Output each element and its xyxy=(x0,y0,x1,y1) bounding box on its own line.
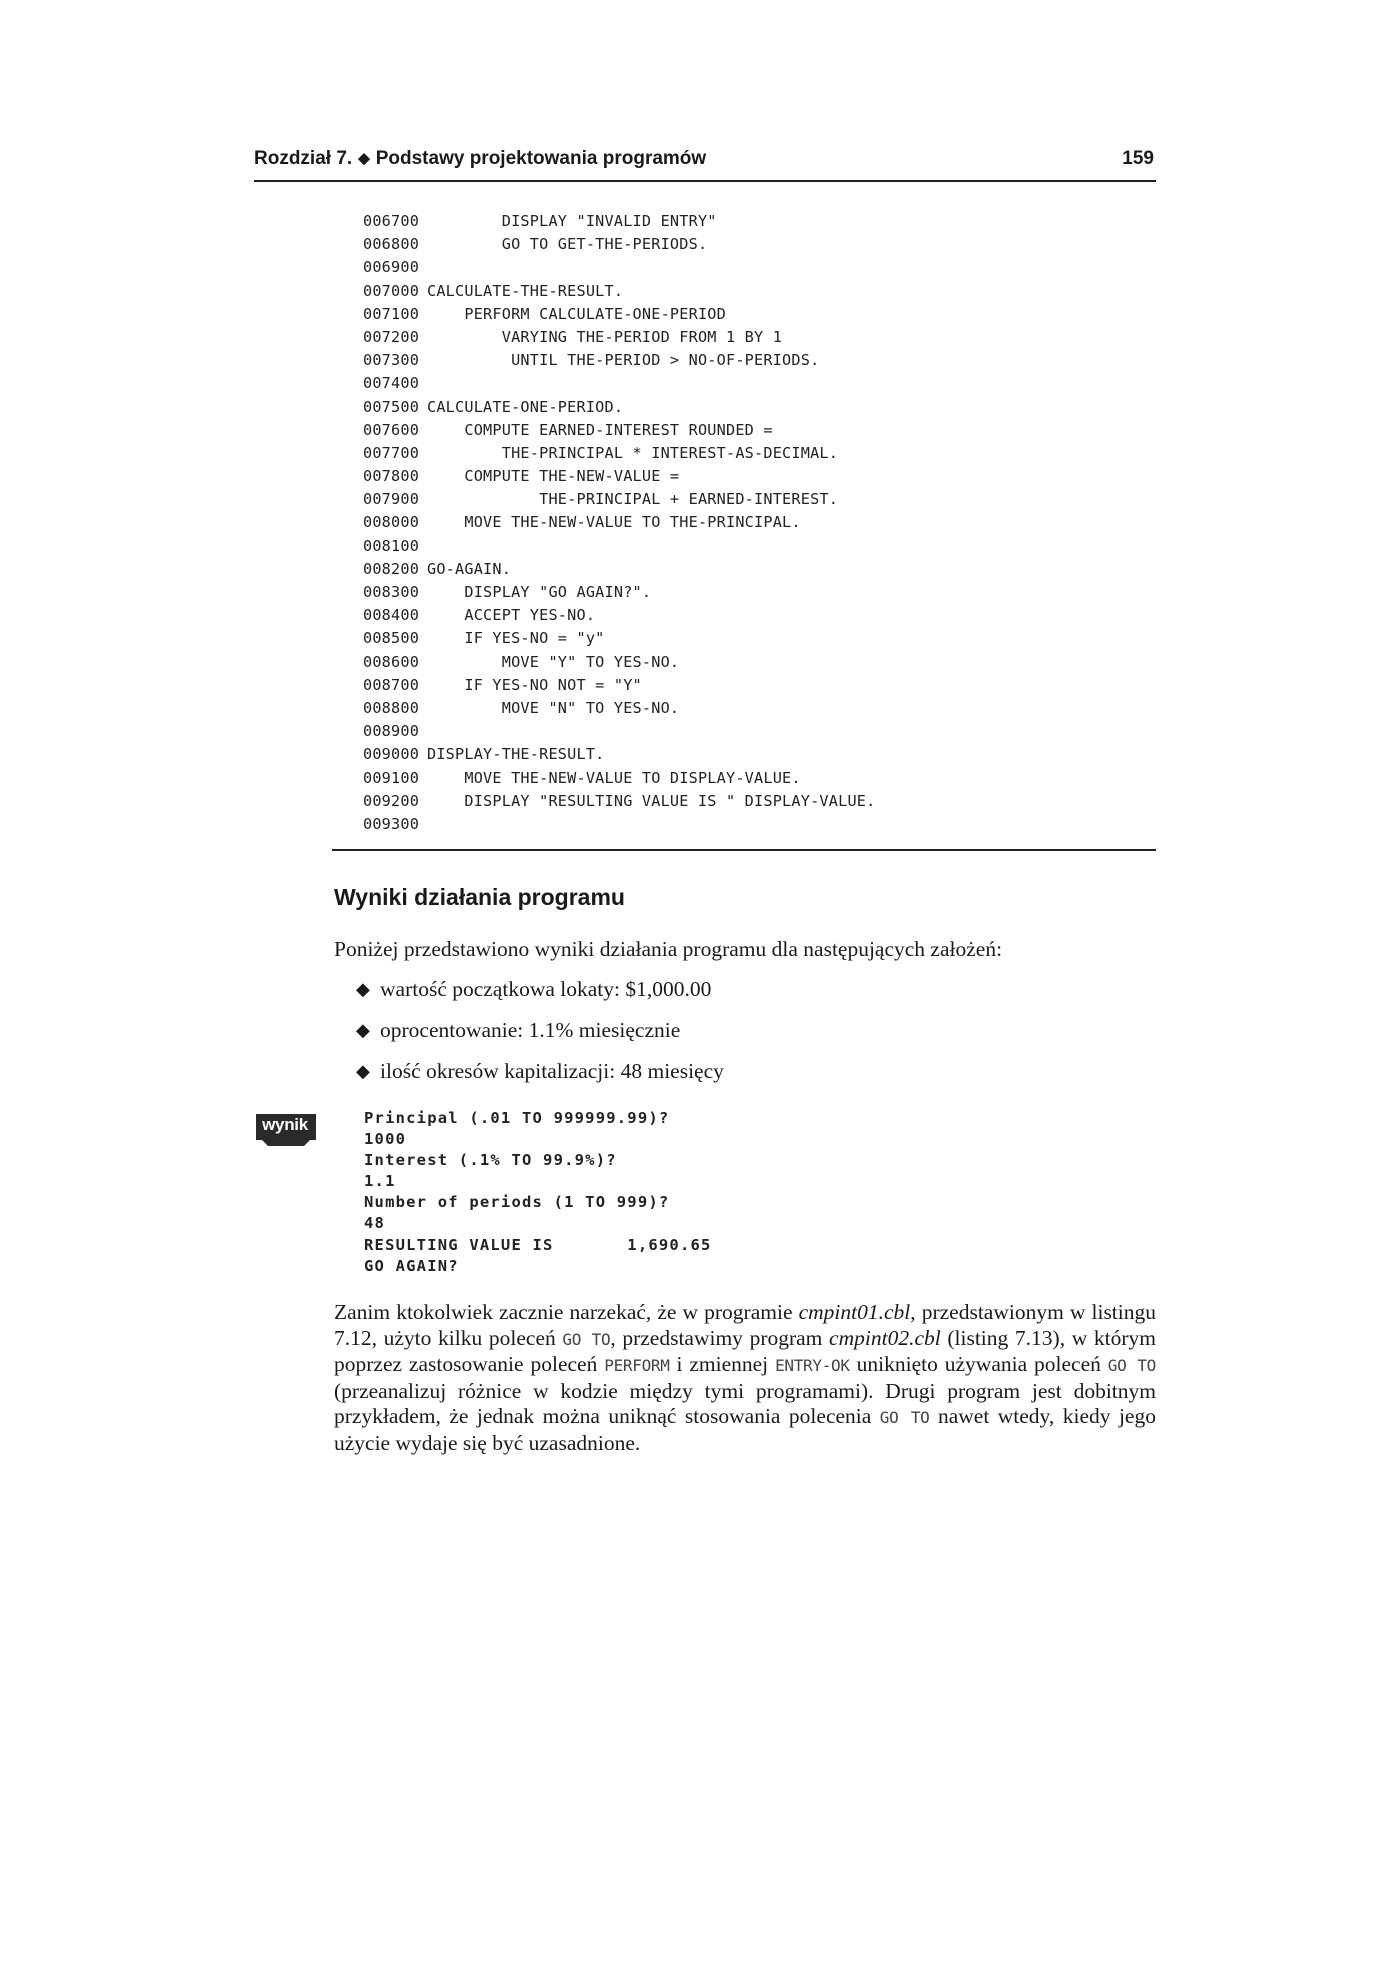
console-line: GO AGAIN? xyxy=(364,1256,459,1275)
line-number: 007800 xyxy=(363,467,420,486)
text-run: Zanim ktokolwiek zacznie narzekać, że w programie xyxy=(334,1300,799,1324)
console-line: 48 xyxy=(364,1214,386,1233)
code-text: CALCULATE-THE-RESULT. xyxy=(427,281,624,300)
code-text: COMPUTE THE-NEW-VALUE = xyxy=(427,467,680,486)
inline-code: GO TO xyxy=(1107,1356,1156,1376)
diamond-bullet-icon: ◆ xyxy=(356,1020,370,1040)
intro-paragraph: Poniżej przedstawiono wyniki działania programu dla następujących założeń: xyxy=(334,937,1003,961)
inline-code: GO TO xyxy=(562,1329,611,1349)
line-number: 008200 xyxy=(363,559,420,578)
code-text: MOVE THE-NEW-VALUE TO THE-PRINCIPAL. xyxy=(427,513,801,532)
line-number: 008600 xyxy=(363,652,420,671)
line-number: 006900 xyxy=(363,258,420,277)
line-number: 007700 xyxy=(363,443,420,462)
line-number: 008900 xyxy=(363,722,420,741)
code-line xyxy=(332,326,1156,349)
code-line xyxy=(332,210,1156,233)
text-run: nawet wtedy, kiedy jego użycie wydaje się być uzasadnione. xyxy=(334,1404,1156,1455)
code-line xyxy=(332,581,1156,604)
code-text: THE-PRINCIPAL + EARNED-INTEREST. xyxy=(427,490,839,509)
console-line: 1000 xyxy=(364,1130,407,1149)
line-number: 007300 xyxy=(363,351,420,370)
line-number: 006700 xyxy=(363,212,420,230)
code-line xyxy=(332,743,1156,766)
code-line xyxy=(332,488,1156,511)
text-run: , przedstawimy program xyxy=(610,1325,830,1350)
chapter-title xyxy=(254,148,706,170)
code-line xyxy=(332,280,1156,303)
line-number: 007500 xyxy=(363,397,420,416)
code-text: MOVE "Y" TO YES-NO. xyxy=(427,652,680,671)
inline-code: GO TO xyxy=(879,1408,930,1428)
code-line xyxy=(332,511,1156,534)
line-number: 008400 xyxy=(363,606,420,625)
line-number: 009200 xyxy=(363,791,420,810)
code-text: COMPUTE EARNED-INTEREST ROUNDED = xyxy=(427,420,773,439)
console-output xyxy=(364,1108,712,1277)
line-number: 008500 xyxy=(363,629,420,648)
code-text: IF YES-NO NOT = "Y" xyxy=(427,675,642,694)
line-number: 008300 xyxy=(363,583,420,601)
code-line xyxy=(332,442,1156,465)
code-line xyxy=(332,303,1156,326)
code-text: DISPLAY "GO AGAIN?". xyxy=(427,583,652,601)
console-line: RESULTING VALUE IS 1,690.65 xyxy=(364,1235,712,1254)
output-badge-icon xyxy=(254,1112,320,1148)
code-text: GO-AGAIN. xyxy=(427,559,512,578)
bullet-item xyxy=(356,1059,724,1100)
console-line: Number of periods (1 TO 999)? xyxy=(364,1193,670,1212)
code-line xyxy=(332,674,1156,697)
line-number: 009000 xyxy=(363,745,420,764)
inline-code: PERFORM xyxy=(604,1356,670,1376)
text-run: i zmiennej xyxy=(669,1352,776,1377)
code-line xyxy=(332,233,1156,256)
line-number: 007000 xyxy=(363,281,420,300)
inline-code: ENTRY-OK xyxy=(775,1356,850,1376)
text-run: , przedstawionym w listingu 7.12, użyto kilku poleceń xyxy=(334,1300,1157,1350)
code-line xyxy=(332,535,1156,558)
line-number: 006800 xyxy=(363,235,420,254)
code-line xyxy=(332,767,1156,790)
bullet-text: ilość okresów kapitalizacji: 48 miesięcy xyxy=(380,1059,724,1083)
code-text: UNTIL THE-PERIOD > NO-OF-PERIODS. xyxy=(427,351,820,370)
line-number: 008800 xyxy=(363,698,420,717)
code-line xyxy=(332,790,1156,813)
line-number: 007600 xyxy=(363,420,420,439)
code-line xyxy=(332,419,1156,442)
code-listing xyxy=(332,210,1156,851)
code-lines xyxy=(332,210,1156,836)
bullet-item xyxy=(356,977,724,1018)
code-line xyxy=(332,604,1156,627)
code-line xyxy=(332,813,1156,836)
line-number: 007200 xyxy=(363,327,420,346)
code-line xyxy=(332,558,1156,581)
code-line xyxy=(332,697,1156,720)
code-line xyxy=(332,349,1156,372)
diamond-bullet-icon: ◆ xyxy=(356,979,370,999)
code-text: DISPLAY-THE-RESULT. xyxy=(427,745,605,764)
code-text: VARYING THE-PERIOD FROM 1 BY 1 xyxy=(427,327,783,346)
line-number: 008000 xyxy=(363,513,420,532)
closing-paragraph xyxy=(334,1300,1156,1457)
line-number: 008100 xyxy=(363,536,420,555)
code-line xyxy=(332,372,1156,395)
text-run: (listing 7.13), w którym poprzez zastosowanie poleceń xyxy=(334,1325,1156,1377)
diamond-bullet-icon: ◆ xyxy=(356,1061,370,1081)
chapter-name: Podstawy projektowania programów xyxy=(375,148,707,169)
bullet-item xyxy=(356,1018,724,1059)
line-number: 007100 xyxy=(363,304,420,323)
line-number: 008700 xyxy=(363,675,420,694)
code-text: THE-PRINCIPAL * INTEREST-AS-DECIMAL. xyxy=(427,443,839,462)
code-text: MOVE "N" TO YES-NO. xyxy=(427,698,680,717)
code-line xyxy=(332,627,1156,650)
code-text: DISPLAY "RESULTING VALUE IS " DISPLAY-VALUE. xyxy=(427,791,876,810)
page-number: 159 xyxy=(1122,148,1154,169)
line-number: 007400 xyxy=(363,374,420,393)
bullet-text: oprocentowanie: 1.1% miesięcznie xyxy=(380,1018,681,1042)
text-run: uniknięto używania poleceń xyxy=(849,1352,1108,1377)
filename: cmpint02.cbl xyxy=(829,1325,941,1350)
section-heading: Wyniki działania programu xyxy=(334,884,625,910)
code-text: GO TO GET-THE-PERIODS. xyxy=(427,235,708,254)
code-line xyxy=(332,720,1156,743)
line-number: 009100 xyxy=(363,768,420,787)
code-text: DISPLAY "INVALID ENTRY" xyxy=(427,212,717,230)
console-line: 1.1 xyxy=(364,1172,396,1191)
line-number: 007900 xyxy=(363,490,420,509)
bullet-list xyxy=(356,977,724,1100)
code-line xyxy=(332,465,1156,488)
code-line xyxy=(332,651,1156,674)
text-run: (przeanalizuj różnice w kodzie między tymi programami). Drugi program jest dobitnym przykładem, że jednak można uniknąć stosowania polecenia xyxy=(334,1378,1156,1429)
code-line xyxy=(332,256,1156,279)
diamond-icon: ◆ xyxy=(358,150,370,167)
code-text: PERFORM CALCULATE-ONE-PERIOD xyxy=(427,304,726,323)
code-line xyxy=(332,396,1156,419)
code-text: ACCEPT YES-NO. xyxy=(427,606,596,625)
filename: cmpint01.cbl xyxy=(798,1300,911,1324)
line-number: 009300 xyxy=(363,814,420,833)
code-text: IF YES-NO = "y" xyxy=(427,629,605,648)
code-text: MOVE THE-NEW-VALUE TO DISPLAY-VALUE. xyxy=(427,768,801,787)
badge-label: wynik xyxy=(262,1115,308,1134)
code-text: CALCULATE-ONE-PERIOD. xyxy=(427,397,624,416)
running-header xyxy=(254,146,1156,182)
console-line: Interest (.1% TO 99.9%)? xyxy=(364,1151,617,1170)
bullet-text: wartość początkowa lokaty: $1,000.00 xyxy=(380,977,712,1001)
console-line: Principal (.01 TO 999999.99)? xyxy=(364,1109,670,1127)
chapter-label: Rozdział 7. xyxy=(254,148,353,169)
